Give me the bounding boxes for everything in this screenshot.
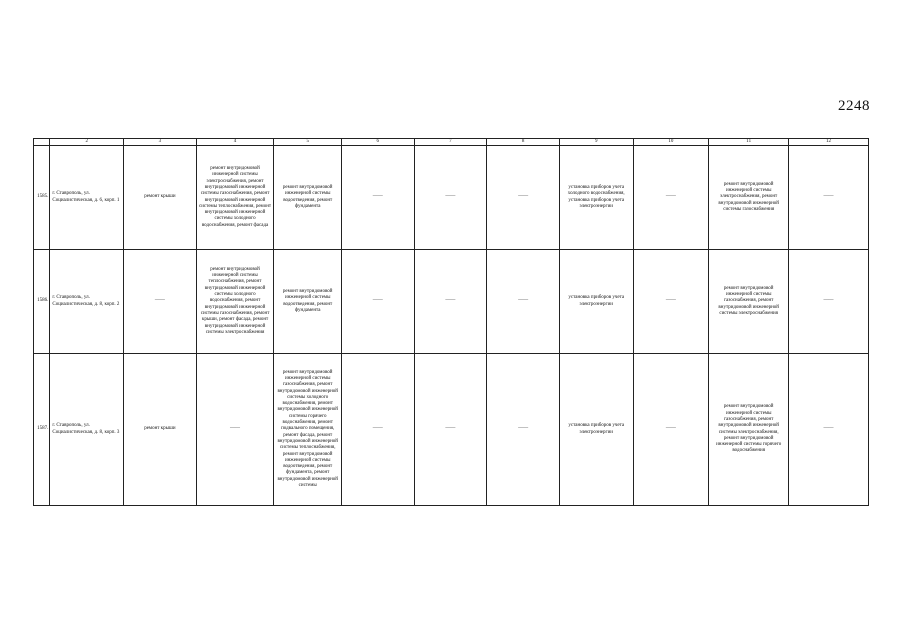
column-header: 8 <box>487 139 560 146</box>
page-number: 2248 <box>838 98 870 114</box>
table-cell: —— <box>341 354 414 506</box>
table-cell: —— <box>789 354 869 506</box>
table-cell: ремонт крыши <box>124 146 197 250</box>
table-cell: ремонт внутридомовой инженерной системы газоснабжения, ремонт внутридомовой инженерной системы электроснабжения <box>709 250 789 354</box>
address-cell: г. Ставрополь, ул. Социалистическая, д. 6, корп. 1 <box>50 146 124 250</box>
column-header: 9 <box>559 139 633 146</box>
row-number: 1586. <box>34 250 50 354</box>
table-cell: ремонт внутридомовой инженерной системы газоснабжения, ремонт внутридомовой инженерной системы холодного водоснабжения, ремонт внутридомовой инженерной системы горячего водоснабжения, ремонт подвального помещения, ремонт фасада, ремонт внутридомовой инженерной системы теплоснабжения, ремонт внутридомовой инженерной системы водоотведения, ремонт фундамента, ремонт внутридомовой инженерной системы <box>274 354 342 506</box>
table-row <box>34 354 869 506</box>
table-cell: —— <box>633 250 709 354</box>
column-header: 11 <box>709 139 789 146</box>
column-header: 12 <box>789 139 869 146</box>
column-header: 10 <box>633 139 709 146</box>
column-number-row <box>34 139 869 146</box>
column-header: 2 <box>50 139 124 146</box>
table-cell: —— <box>414 250 487 354</box>
row-number: 1587. <box>34 354 50 506</box>
table-cell: ремонт внутридомовой инженерной системы газоснабжения, ремонт внутридомовой инженерной системы электроснабжения, ремонт внутридомовой инженерной системы горячего водоснабжения <box>709 354 789 506</box>
row-number: 1585. <box>34 146 50 250</box>
table-cell: ремонт внутридомовой инженерной системы электроснабжения, ремонт внутридомовой инженерной системы газоснабжения <box>709 146 789 250</box>
table-cell: ремонт внутридомовой инженерной системы теплоснабжения, ремонт внутридомовой инженерной системы холодного водоснабжения, ремонт внутридомовой инженерной системы газоснабжения, ремонт крыши, ремонт фасада, ремонт внутридомовой инженерной системы электроснабжения <box>196 250 274 354</box>
repair-schedule-table <box>33 138 869 506</box>
table-cell: ремонт внутридомовой инженерной системы электроснабжения, ремонт внутридомовой инженерной системы газоснабжения, ремонт внутридомовой инженерной системы теплоснабжения, ремонт внутридомовой инженерной системы холодного водоснабжения, ремонт фасада <box>196 146 274 250</box>
table-cell: —— <box>341 250 414 354</box>
table-row <box>34 250 869 354</box>
table-cell: —— <box>124 250 197 354</box>
column-header: 4 <box>196 139 274 146</box>
table-cell: ремонт внутридомовой инженерной системы водоотведения, ремонт фундамента <box>274 250 342 354</box>
column-header: 6 <box>341 139 414 146</box>
table-cell: установка приборов учета электроэнергии <box>559 354 633 506</box>
address-cell: г. Ставрополь, ул. Социалистическая, д. 8, корп. 2 <box>50 250 124 354</box>
table-cell: установка приборов учета холодного водоснабжения, установка приборов учета электроэнергии <box>559 146 633 250</box>
table-cell: —— <box>487 354 560 506</box>
column-header: 5 <box>274 139 342 146</box>
table-cell: —— <box>196 354 274 506</box>
table-cell: установка приборов учета электроэнергии <box>559 250 633 354</box>
column-header: 7 <box>414 139 487 146</box>
table-cell: —— <box>414 146 487 250</box>
table-cell: —— <box>633 354 709 506</box>
table-cell: ремонт крыши <box>124 354 197 506</box>
table-cell: —— <box>487 146 560 250</box>
address-cell: г. Ставрополь, ул. Социалистическая, д. 8, корп. 3 <box>50 354 124 506</box>
table-row <box>34 146 869 250</box>
table-cell: —— <box>341 146 414 250</box>
table-cell: —— <box>789 146 869 250</box>
table-cell: —— <box>789 250 869 354</box>
column-header: 3 <box>124 139 197 146</box>
column-header <box>34 139 50 146</box>
table-cell: —— <box>414 354 487 506</box>
table-cell: —— <box>633 146 709 250</box>
table-cell: ремонт внутридомовой инженерной системы водоотведения, ремонт фундамента <box>274 146 342 250</box>
table-cell: —— <box>487 250 560 354</box>
